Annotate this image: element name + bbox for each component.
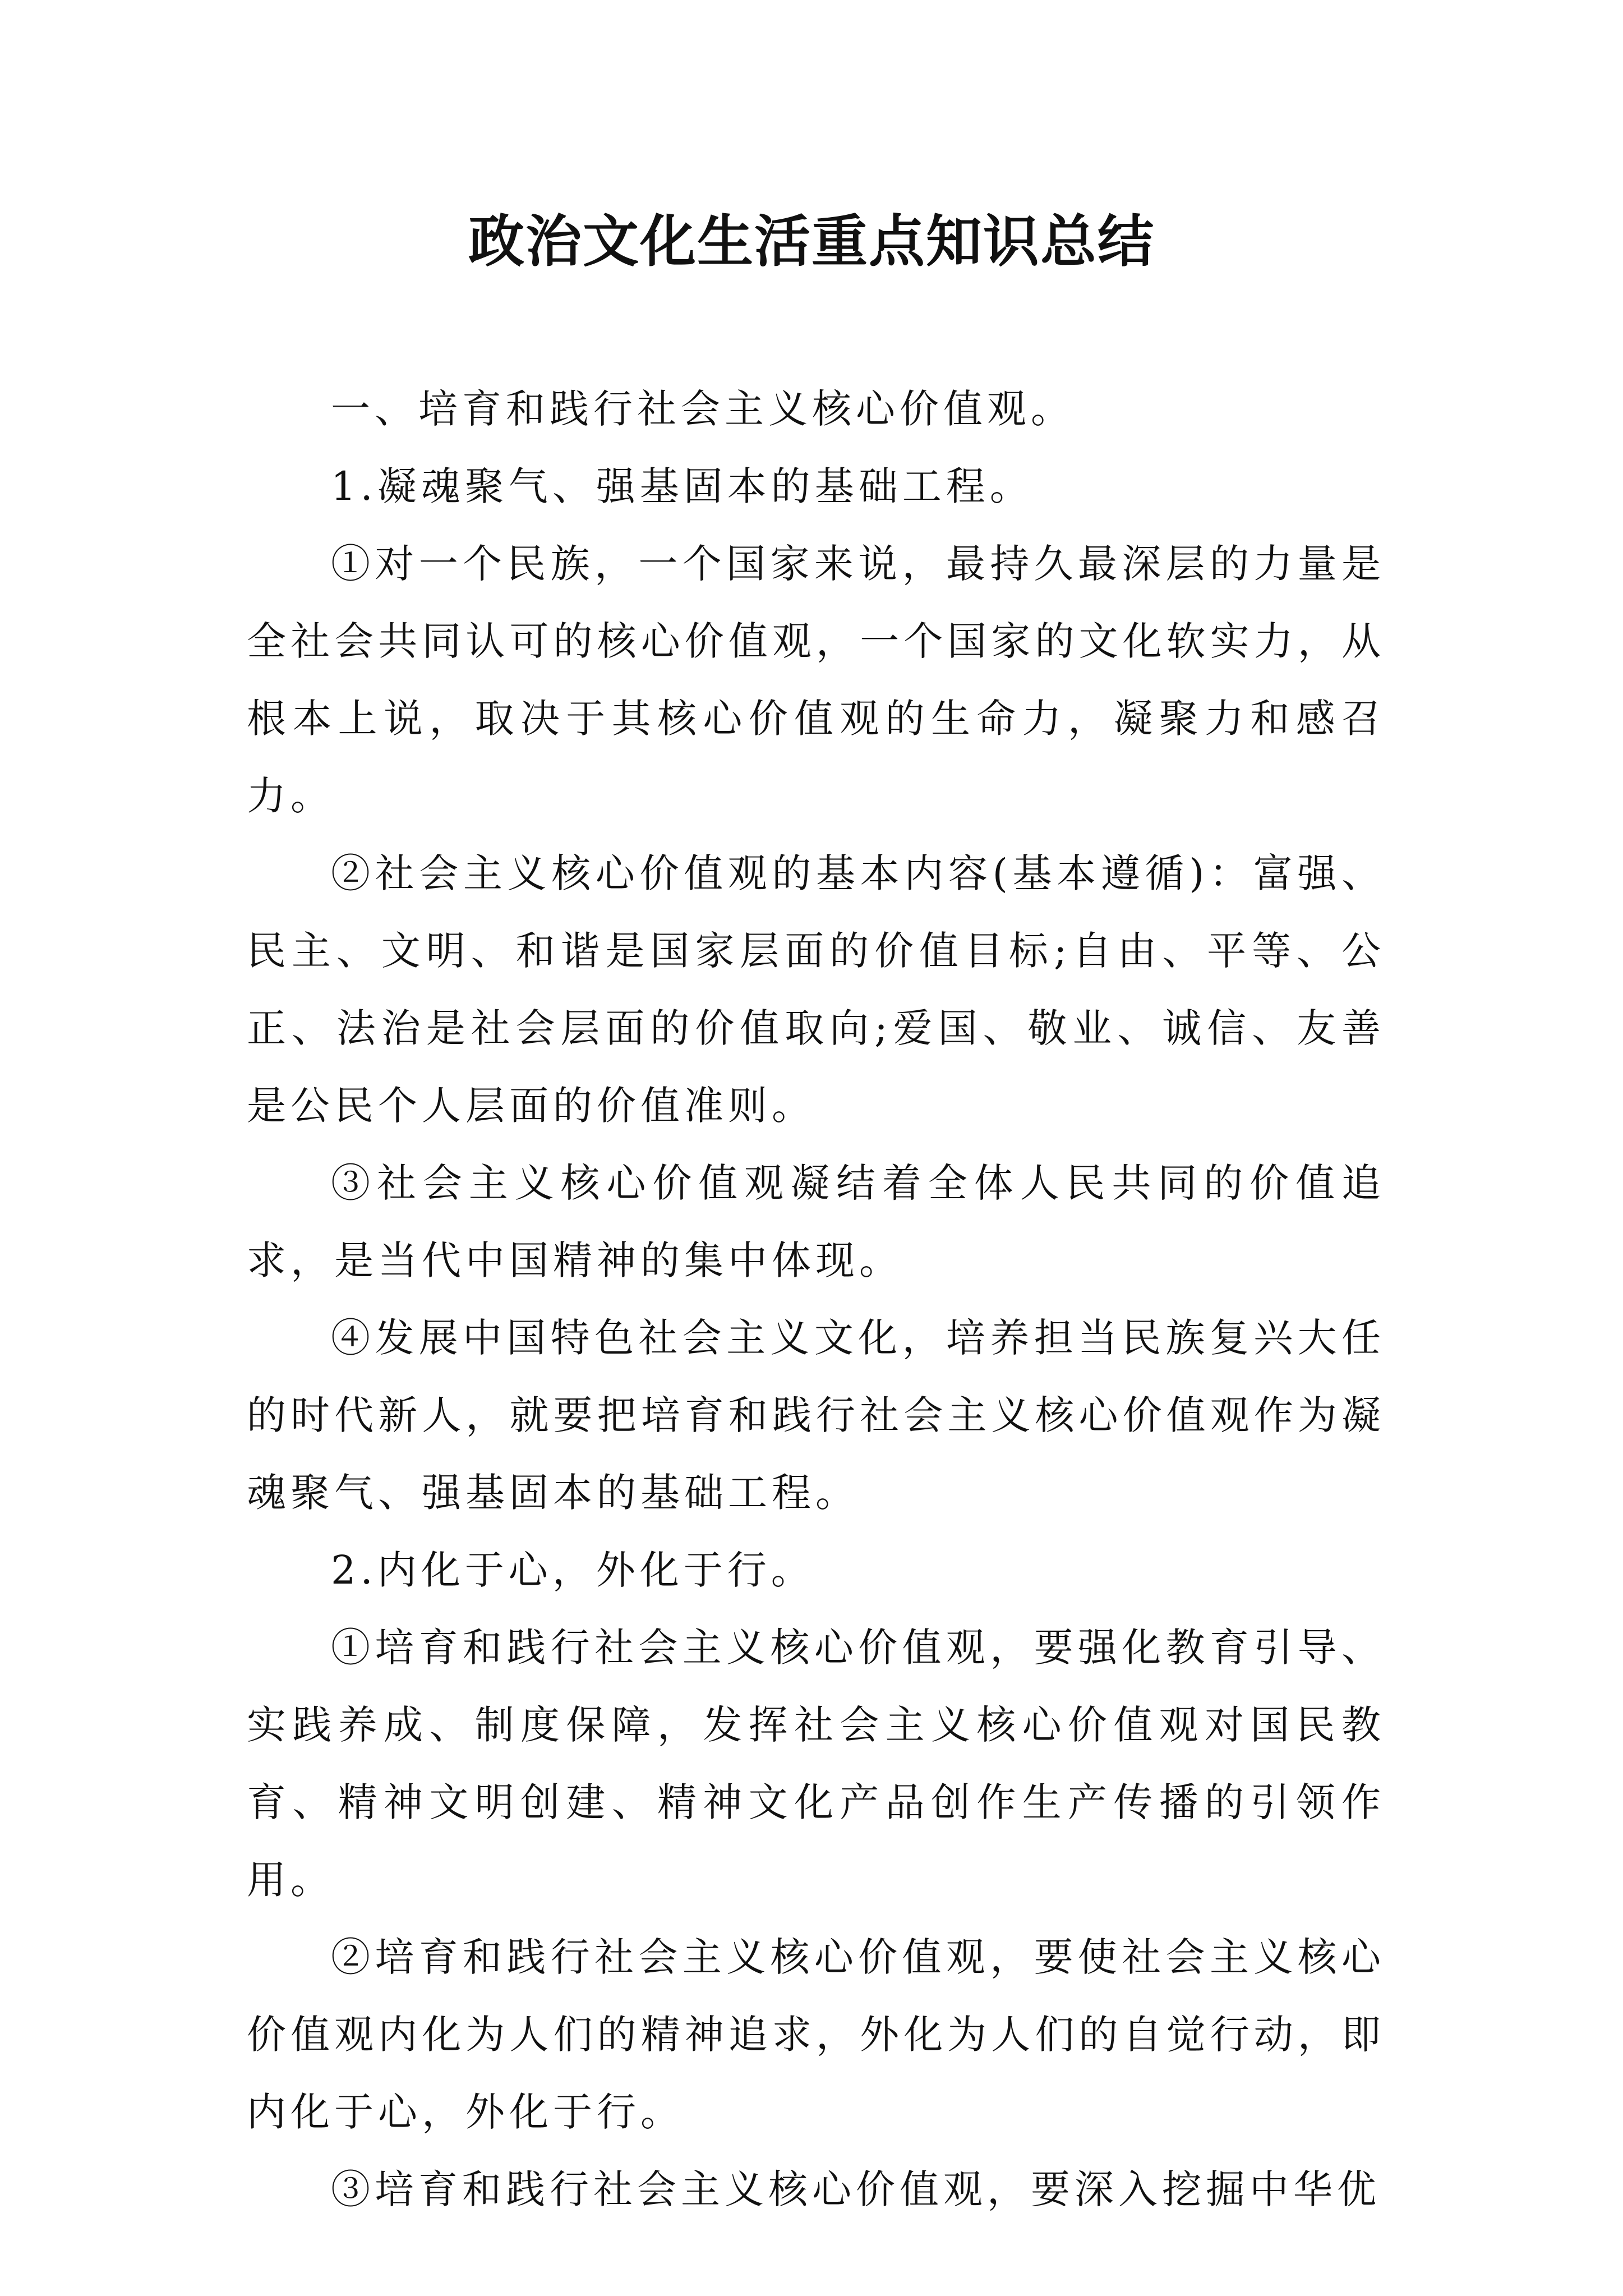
body-paragraph: ①对一个民族，一个国家来说，最持久最深层的力量是全社会共同认可的核心价值观，一个国家的文化软实力，从根本上说，取决于其核心价值观的生命力，凝聚力和感召力。 xyxy=(247,541,1385,819)
body-paragraph: ①培育和践行社会主义核心价值观，要强化教育引导、实践养成、制度保障，发挥社会主义核心价值观对国民教育、精神文明创建、精神文化产品创作生产传播的引领作用。 xyxy=(247,1625,1385,1903)
body-paragraph: ②培育和践行社会主义核心价值观，要使社会主义核心价值观内化为人们的精神追求，外化为人们的自觉行动，即内化于心，外化于行。 xyxy=(247,1934,1385,2135)
body-paragraph: ③培育和践行社会主义核心价值观，要深入挖掘中华优 xyxy=(331,2166,1381,2212)
document-title: 政治文化生活重点知识总结 xyxy=(468,208,1155,274)
subsection-heading: 1.凝魂聚气、强基固本的基础工程。 xyxy=(331,463,1034,509)
document-body xyxy=(247,370,1385,2228)
body-paragraph: ④发展中国特色社会主义文化，培养担当民族复兴大任的时代新人，就要把培育和践行社会主义核心价值观作为凝魂聚气、强基固本的基础工程。 xyxy=(247,1315,1385,1516)
subsection-heading: 2.内化于心，外化于行。 xyxy=(331,1547,815,1593)
section-heading: 一、培育和践行社会主义核心价值观。 xyxy=(331,386,1075,432)
body-paragraph: ②社会主义核心价值观的基本内容(基本遵循)：富强、民主、文明、和谐是国家层面的价值目标;自由、平等、公正、法治是社会层面的价值取向;爱国、敬业、诚信、友善是公民个人层面的价值准则。 xyxy=(247,850,1385,1129)
body-paragraph: ③社会主义核心价值观凝结着全体人民共同的价值追求，是当代中国精神的集中体现。 xyxy=(247,1160,1385,1283)
